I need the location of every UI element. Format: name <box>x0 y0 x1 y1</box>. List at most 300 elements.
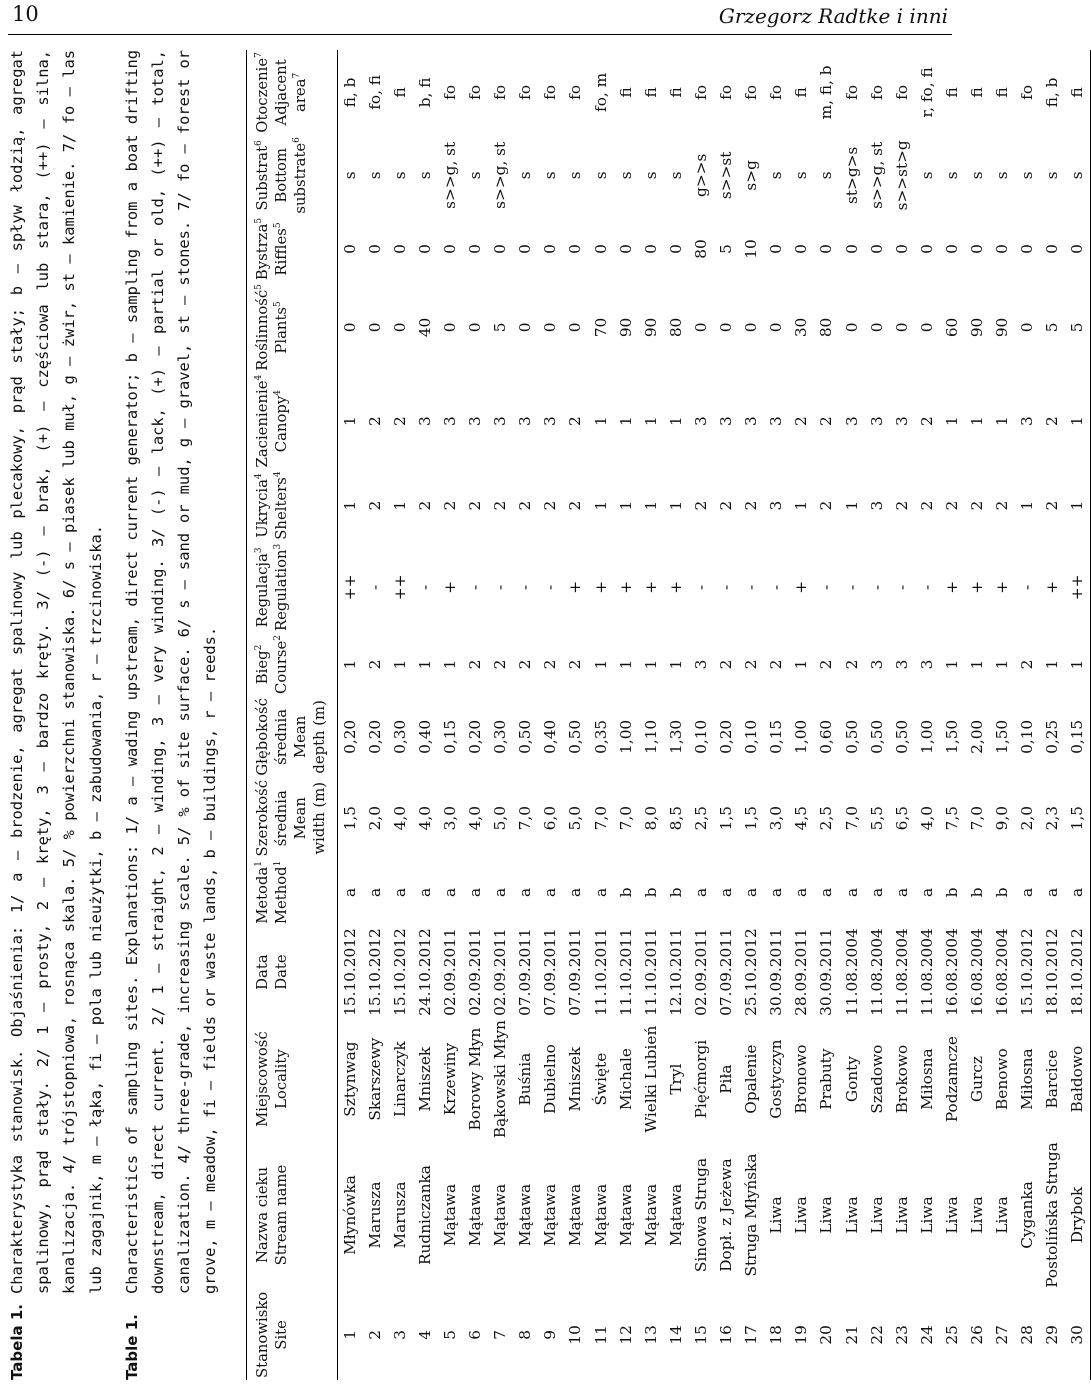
table-cell: 0,35 <box>591 719 610 754</box>
footnote-marker: 1 <box>253 861 264 867</box>
table-cell: 2 <box>1043 416 1062 426</box>
header-rule <box>8 34 952 35</box>
table-cell: 8,5 <box>666 806 685 831</box>
table-cell: a <box>792 887 811 897</box>
table-cell: 15.10.2012 <box>390 928 409 1016</box>
table-cell: a <box>842 887 861 897</box>
table-cell: 1 <box>1043 659 1062 670</box>
table-cell: 0,15 <box>1065 696 1091 778</box>
column-header-polish-text: Otoczenie <box>253 57 271 133</box>
table-row <box>714 50 739 1380</box>
table-cell: 0,10 <box>691 719 710 754</box>
table-cell: 02.09.2011 <box>441 928 459 1016</box>
column-header-polish <box>253 137 272 214</box>
table-cell: a <box>441 887 459 897</box>
table-cell: fi <box>616 87 635 98</box>
table-cell: 10 <box>566 1325 585 1345</box>
table-cell: 0 <box>942 244 961 254</box>
table-cell: 6,0 <box>541 806 560 831</box>
table-cell: 5,0 <box>491 806 510 831</box>
table-cell: + <box>942 580 961 594</box>
table-cell: 4,0 <box>415 806 434 831</box>
table-cell: 0 <box>867 322 886 333</box>
sites-table <box>246 50 1091 1380</box>
table-cell: fo <box>867 84 886 100</box>
table-cell: 0 <box>566 322 585 333</box>
table-header-row <box>246 50 337 1380</box>
table-row <box>739 50 764 1380</box>
table-cell: Cyganka <box>1018 1181 1037 1249</box>
table-cell: Szadowo <box>867 1044 886 1114</box>
column-header-english-text: Riffles <box>272 228 290 276</box>
column-header-english-text: Regulation <box>272 549 290 632</box>
table-cell: 2 <box>892 500 911 511</box>
table-row <box>840 50 865 1380</box>
column-header-english <box>272 1292 291 1378</box>
table-cell: 70 <box>591 317 610 338</box>
table-cell: a <box>516 887 535 897</box>
table-cell: s <box>942 171 961 180</box>
column-header-english-text: Plants <box>272 307 290 354</box>
table-cell: s <box>817 171 836 180</box>
table-cell: 0,50 <box>566 719 585 754</box>
table-row <box>563 50 588 1380</box>
column-header <box>246 696 337 778</box>
table-cell: 5 <box>441 1330 459 1340</box>
table-cell: 1 <box>942 659 961 670</box>
table-cell: - <box>491 584 510 590</box>
column-header-english <box>272 635 291 694</box>
table-cell: 0 <box>466 244 485 254</box>
table-cell: 3 <box>516 416 535 426</box>
table-cell: 1,5 <box>717 806 736 831</box>
column-header-polish-text: Roślinność <box>253 289 271 371</box>
table-cell: 2 <box>967 500 986 511</box>
table-cell: 16.08.2004 <box>942 928 961 1016</box>
table-cell: ++ <box>340 574 359 601</box>
table-cell: 4,0 <box>466 806 485 831</box>
table-cell: 7 <box>491 1330 510 1340</box>
table-cell: 1 <box>340 659 359 670</box>
table-cell: 16.08.2004 <box>967 928 986 1016</box>
column-header-english-text: Shelters <box>272 477 290 540</box>
column-header-english <box>291 780 329 857</box>
table-cell: 1,5 <box>340 806 359 831</box>
table-cell: 24 <box>917 1325 936 1345</box>
table-cell: 28.09.2011 <box>792 928 811 1016</box>
table-row <box>513 50 538 1380</box>
table-cell: 1,50 <box>993 719 1012 754</box>
table-cell: 30 <box>1065 1290 1091 1380</box>
table-row <box>789 50 814 1380</box>
table-cell: fi <box>942 87 961 98</box>
table-cell: Liwa <box>767 1196 786 1234</box>
table-cell: 2 <box>817 416 836 426</box>
table-cell: 1,30 <box>666 719 685 754</box>
table-cell: 1 <box>441 659 459 670</box>
column-header-polish <box>253 1142 272 1288</box>
table-cell: s <box>340 171 359 180</box>
table-cell: 2,0 <box>1018 806 1037 831</box>
table-cell: 7,0 <box>967 806 986 831</box>
table-row <box>538 50 563 1380</box>
table-cell: 0,10 <box>1018 719 1037 754</box>
column-header-english <box>291 698 329 776</box>
table-cell: 0 <box>1018 244 1037 254</box>
table-cell: 17 <box>742 1325 761 1345</box>
column-header-polish <box>253 1292 272 1378</box>
table-cell: 5,5 <box>867 806 886 831</box>
table-cell: s <box>541 171 560 180</box>
table-cell: 11.10.2011 <box>591 928 610 1016</box>
column-header-english <box>272 544 291 631</box>
table-cell: 30.09.2011 <box>767 928 786 1016</box>
table-cell: 2,5 <box>691 806 710 831</box>
caption-english-label: Table 1. <box>122 1314 141 1380</box>
table-cell: Borowy Młyn <box>466 1027 485 1131</box>
table-cell: Sinowa Struga <box>691 1157 710 1273</box>
table-cell: s <box>967 171 986 180</box>
table-cell: 1 <box>1065 373 1091 470</box>
column-header-polish <box>253 780 291 857</box>
table-cell: 0,15 <box>767 719 786 754</box>
table-cell: Mątawa <box>641 1183 660 1247</box>
table-cell: 3 <box>892 416 911 426</box>
table-cell: 6 <box>466 1330 485 1340</box>
table-cell: s <box>466 171 485 180</box>
table-cell: Liwa <box>817 1196 836 1234</box>
page-number: 10 <box>12 2 39 26</box>
table-cell: 12 <box>616 1325 635 1345</box>
column-header-english-text: Bottom substrate <box>272 142 309 214</box>
column-header-polish-text: Bieg <box>253 650 271 685</box>
column-header-polish <box>253 284 272 371</box>
table-cell: Podzamcze <box>942 1036 961 1123</box>
table-cell: - <box>817 584 836 590</box>
table-cell: Buśnia <box>516 1052 535 1106</box>
table-body <box>337 50 1091 1380</box>
table-cell: 0 <box>415 244 434 254</box>
column-header-english <box>272 928 291 1016</box>
table-cell: 2 <box>365 416 384 426</box>
table-cell: 0,50 <box>867 719 886 754</box>
table-cell: 3 <box>917 659 936 670</box>
table-cell: 1 <box>591 416 610 426</box>
table-cell: s>g <box>742 160 761 191</box>
table-cell: 2 <box>566 500 585 511</box>
table-cell: 3 <box>842 416 861 426</box>
table-cell: 2 <box>390 416 409 426</box>
table-cell: s <box>365 171 384 180</box>
table-cell: Sztynwag <box>340 1041 359 1117</box>
table-cell: Pięćmorgi <box>691 1039 710 1119</box>
caption-english-text: Characteristics of sampling sites. Explanations: 1/ a – wading upstream, direct current generator; b – sampling from a boat drifting downstream, direct current. 2/ 1 – straight, 2 – winding, 3 – very winding. 3/ (-) – lack, (+) – partial or old, (++) – total, canalization. 4/ three-grade, increasing scale. 5/ % of site surface. 6/ s – sand or mud, g – gravel, st – stones. 7/ fo – forest or grove, m – meadow, fi – fields or waste lands, b – buildings, r – reeds. <box>122 50 220 1294</box>
table-cell: 0 <box>441 322 459 333</box>
table-cell: 11.08.2004 <box>842 928 861 1016</box>
table-cell: 0 <box>591 244 610 254</box>
table-row <box>664 50 689 1380</box>
table-cell: Tryl <box>666 1063 685 1095</box>
table-cell: 11.10.2011 <box>616 928 635 1016</box>
table-cell: fo <box>1018 84 1037 100</box>
table-cell: s <box>641 171 660 180</box>
table-row <box>413 50 438 1380</box>
footnote-marker: 5 <box>253 284 264 290</box>
table-cell: 2 <box>1043 500 1062 511</box>
table-cell: Dubielno <box>541 1044 560 1115</box>
column-header-english <box>272 471 291 539</box>
table-cell: Mątawa <box>441 1183 459 1247</box>
column-header-polish-text: Miejscowość <box>253 1031 271 1127</box>
table-row <box>940 50 965 1380</box>
table-cell: 2,3 <box>1043 806 1062 831</box>
table-cell: Struga Młyńska <box>742 1153 761 1277</box>
table-cell: - <box>867 584 886 590</box>
table-cell: 29 <box>1043 1325 1062 1345</box>
table-cell: 2 <box>466 500 485 511</box>
table-cell: 2 <box>441 500 459 511</box>
table-cell: 1 <box>1065 633 1091 696</box>
column-header-english <box>272 375 291 468</box>
caption-polish-label: Tabela 1. <box>8 1304 26 1380</box>
column-header-polish <box>253 375 272 468</box>
table-cell: 2 <box>917 500 936 511</box>
table-cell: 3 <box>892 659 911 670</box>
table-cell: 0 <box>691 322 710 333</box>
table-cell: Rudniczanka <box>415 1165 434 1265</box>
table-cell: s <box>1065 135 1091 216</box>
table-cell: 0 <box>365 322 384 333</box>
table-cell: 2 <box>742 659 761 670</box>
table-cell: 2 <box>767 659 786 670</box>
table-cell: 2 <box>365 659 384 670</box>
caption-polish-text: Charakterystyka stanowisk. Objaśnienia: 1/ a – brodzenie, agregat spalinowy lub plecakowy, prąd stały; b – spływ łodzią, agregat spalinowy, prąd stały. 2/ 1 – prosty, 2 – kręty, 3 – bardzo kręty. 3/ (-) – brak, (+) – częściowa lub stara, (++) – silna, kanalizacja. 4/ trójstopniowa, rosnąca skala. 5/ % powierzchni stanowiska. 6/ s – piasek lub muł, g – żwir, st – kamienie. 7/ fo – las lub zagajnik, m – łąka, fi – pola lub nieużytki, b – zabudowania, r – trzcinowiska. <box>8 50 105 1294</box>
table-row <box>639 50 664 1380</box>
table-cell: 22 <box>867 1325 886 1345</box>
footnote-marker: 2 <box>272 635 283 641</box>
table-cell: a <box>415 887 434 897</box>
table-cell: 0 <box>491 244 510 254</box>
table-cell: s <box>767 171 786 180</box>
table-cell: ++ <box>1065 542 1091 633</box>
table-cell: 2 <box>516 500 535 511</box>
table-cell: 2 <box>691 500 710 511</box>
table-cell: 02.09.2011 <box>466 928 485 1016</box>
caption-english <box>119 50 224 1380</box>
table-cell: s>>st>g <box>892 140 911 211</box>
column-header-polish-text: Głębokość średnia <box>253 698 290 776</box>
table-cell: 0 <box>566 244 585 254</box>
table-cell: 2 <box>516 659 535 670</box>
table-cell: 1 <box>641 500 660 511</box>
table-cell: + <box>641 580 660 594</box>
table-cell: 2 <box>842 659 861 670</box>
table-cell: 1,00 <box>792 719 811 754</box>
table-cell: 1,00 <box>616 719 635 754</box>
table-row <box>337 50 363 1380</box>
table-cell: a <box>1043 887 1062 897</box>
table-cell: Liwa <box>792 1196 811 1234</box>
table-cell: 2 <box>415 500 434 511</box>
table-cell: 07.09.2011 <box>541 928 560 1016</box>
table-cell: 6,5 <box>892 806 911 831</box>
table-row <box>589 50 614 1380</box>
table-cell: 0 <box>967 244 986 254</box>
table-cell: Brokowo <box>892 1044 911 1114</box>
table-cell: fo <box>466 84 485 100</box>
table-row <box>363 50 388 1380</box>
table-cell: fo <box>767 84 786 100</box>
table-cell: a <box>566 887 585 897</box>
table-cell: + <box>792 580 811 594</box>
table-cell: 0 <box>892 322 911 333</box>
table-cell: 3,0 <box>441 806 459 831</box>
table-cell: b <box>967 887 986 898</box>
table-cell: 0 <box>767 244 786 254</box>
table-cell: s <box>516 171 535 180</box>
table-row <box>438 50 463 1380</box>
table-cell: fi, b <box>1043 77 1062 108</box>
table-row <box>915 50 940 1380</box>
table-cell: 0 <box>1043 244 1062 254</box>
table-cell: 0,30 <box>491 719 510 754</box>
table-cell: Mątawa <box>666 1183 685 1247</box>
table-cell: 0 <box>516 244 535 254</box>
table-cell: Piła <box>717 1064 736 1094</box>
table-cell: 0 <box>917 244 936 254</box>
table-cell: 07.09.2011 <box>566 928 585 1016</box>
table-cell: r, fo, fi <box>917 67 936 118</box>
table-cell: 2 <box>942 500 961 511</box>
table-cell: - <box>466 584 485 590</box>
footnote-marker: 4 <box>272 471 283 478</box>
table-cell: 1 <box>666 500 685 511</box>
table-cell: 5 <box>1043 322 1062 333</box>
table-cell: 1 <box>967 416 986 426</box>
table-row <box>614 50 639 1380</box>
table-cell: 0,25 <box>1043 719 1062 754</box>
table-cell: 0 <box>541 322 560 333</box>
table-cell: Mątawa <box>466 1183 485 1247</box>
table-cell: 0 <box>892 244 911 254</box>
table-cell: 0,20 <box>365 719 384 754</box>
table-cell: 2,5 <box>817 806 836 831</box>
footnote-marker: 1 <box>272 860 283 867</box>
footnote-marker: 3 <box>253 547 264 554</box>
table-cell: Miłosna <box>917 1048 936 1110</box>
table-cell: s>>st <box>717 151 736 200</box>
footnote-marker: 4 <box>253 374 264 381</box>
column-header-polish-text: Bystrza <box>253 223 271 281</box>
table-cell: s <box>415 171 434 180</box>
table-cell: 2 <box>541 659 560 670</box>
table-cell: 1,10 <box>641 719 660 754</box>
table-cell: 11.08.2004 <box>917 928 936 1016</box>
table-cell: Opalenie <box>742 1044 761 1114</box>
table-cell: 3 <box>867 416 886 426</box>
table-cell: a <box>541 887 560 897</box>
column-header <box>246 1018 337 1140</box>
table-cell: 4,5 <box>792 806 811 831</box>
table-cell: 0 <box>817 244 836 254</box>
table-cell: Drybok <box>1065 1140 1091 1290</box>
table-cell: a <box>390 887 409 897</box>
table-cell: Benowo <box>993 1048 1012 1110</box>
table-cell: - <box>717 584 736 590</box>
table-cell: Mniszek <box>566 1046 585 1112</box>
table-cell: 3 <box>541 416 560 426</box>
table-cell: b <box>641 887 660 898</box>
table-cell: - <box>892 584 911 590</box>
footnote-marker: 3 <box>272 543 283 550</box>
table-cell: 27 <box>993 1325 1012 1345</box>
table-cell: 07.09.2011 <box>516 928 535 1016</box>
table-cell: fo <box>691 84 710 100</box>
table-cell: 1 <box>340 416 359 426</box>
table-cell: 0,50 <box>516 719 535 754</box>
table-cell: Liwa <box>892 1196 911 1234</box>
table-cell: 7,0 <box>516 806 535 831</box>
table-cell: 2,00 <box>967 719 986 754</box>
table-cell: 1 <box>591 659 610 670</box>
table-cell: 13 <box>641 1325 660 1345</box>
table-cell: a <box>466 887 485 897</box>
table-cell: 15.10.2012 <box>365 928 384 1016</box>
table-row <box>689 50 714 1380</box>
table-cell: - <box>742 584 761 590</box>
table-cell: 0 <box>641 244 660 254</box>
table-cell: s <box>1018 171 1037 180</box>
table-cell: 2 <box>365 500 384 511</box>
table-cell: fo <box>441 84 459 100</box>
table-cell: 3 <box>867 659 886 670</box>
table-cell: - <box>767 584 786 590</box>
table-cell: a <box>817 887 836 897</box>
table-row <box>1040 50 1065 1380</box>
table-cell: fi, b <box>340 77 359 108</box>
table-cell: s <box>666 171 685 180</box>
column-header-english <box>272 1142 291 1288</box>
table-cell: Mątawa <box>516 1183 535 1247</box>
table-cell: 11.08.2004 <box>892 928 911 1016</box>
table-cell: Dopł. z Jeżewa <box>717 1158 736 1272</box>
table-cell: 7,0 <box>842 806 861 831</box>
table-cell: 0,30 <box>390 719 409 754</box>
table-cell: a <box>917 887 936 897</box>
table-cell: 3 <box>691 659 710 670</box>
column-header-english-text: Method <box>272 866 290 925</box>
table-cell: 0 <box>767 322 786 333</box>
table-cell: - <box>516 584 535 590</box>
table-row <box>990 50 1015 1380</box>
caption-polish <box>4 50 109 1380</box>
table-cell: - <box>365 584 384 590</box>
table-cell: 02.09.2011 <box>691 928 710 1016</box>
footnote-marker: 2 <box>253 644 264 651</box>
table-cell: Gostyczyn <box>767 1039 786 1119</box>
table-cell: b <box>666 887 685 898</box>
table-cell: Krzewiny <box>441 1042 459 1116</box>
table-cell: 8,0 <box>641 806 660 831</box>
table-cell: 02.09.2011 <box>491 928 510 1016</box>
table-row <box>814 50 839 1380</box>
table-cell: m, fi, b <box>817 65 836 120</box>
table-cell: fo, m <box>591 72 610 112</box>
table-cell: 3 <box>867 500 886 511</box>
table-cell: 2 <box>717 500 736 511</box>
table-cell: fi <box>641 87 660 98</box>
table-cell: Liwa <box>993 1196 1012 1234</box>
